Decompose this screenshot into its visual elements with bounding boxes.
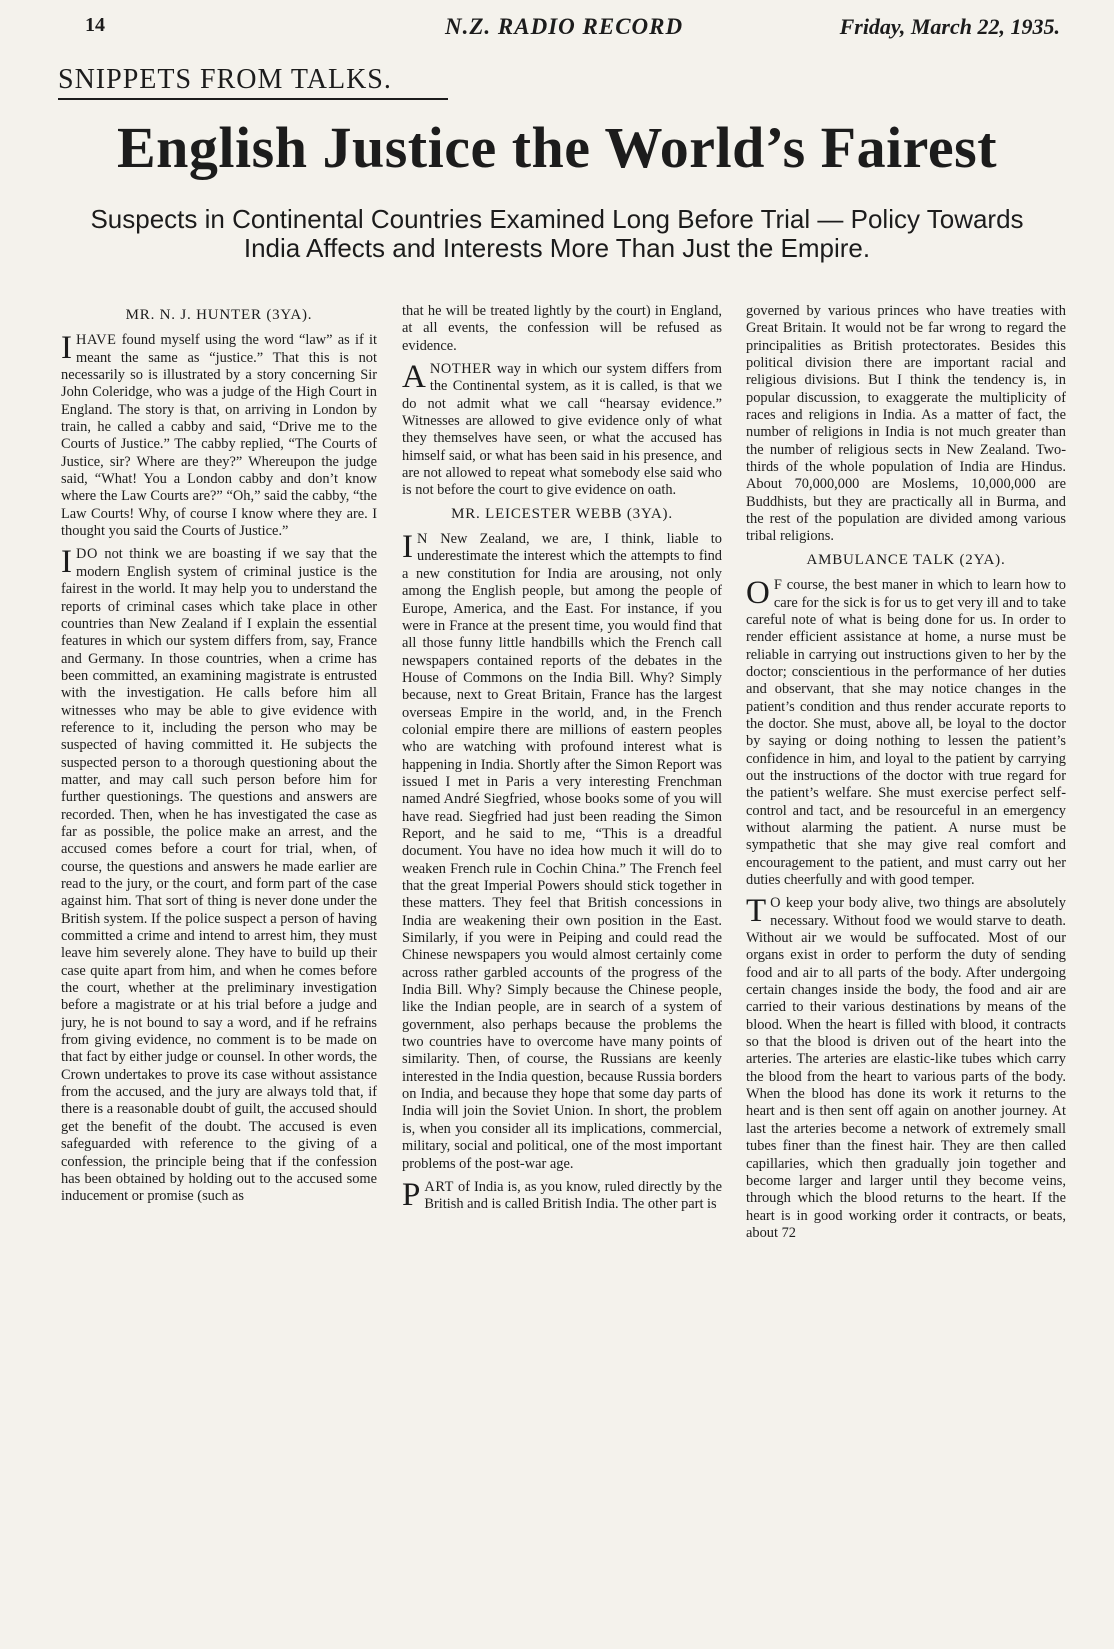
lead-word: HAVE (76, 332, 117, 349)
paragraph-text: of India is, as you know, ruled directly by the British and is called British India. The other part is (424, 1178, 722, 1213)
issue-date: Friday, March 22, 1935. (839, 14, 1060, 39)
lead-word: O (770, 895, 782, 912)
paragraph-text: New Zealand, we are, I think, liable to underestimate the interest which the attempts to find a new constitution for India are arousing, not only among the English people, but among the people of Europe, America, and the East. For instance, if you were in France at the present time, you would find that all those funny little handbills which the French call newspapers contained reports of the debates in the House of Commons on the India Bill. Why? Simply because, next to Great Britain, France has the largest overseas Empire in the world, and, in the French colonial empire there are millions of eastern peoples who are watching with profound interest what is happening in India. Shortly after the Simon Report was issued I met in Paris a very interesting Frenchman named André Siegfried, whose books some of you will have read. Siegfried had just been reading the Simon Report, and he said to me, “This is a dreadful document. You have no idea how much it will do to weaken French rule in Cochin China.” The French feel that the great Imperial Powers should stick together in these matters. They feel that British concessions in India are weakening their own position in the East. Similarly, if you were in Peiping and could read the Chinese newspapers you would almost certainly come across rather garbled accounts of the progress of the India Bill. Why? Simply because the Chinese people, like the Indian people, are in search of a system of government, also perhaps because the problems the two countries have to overcome have many points of similarity. Then, of course, the Russians are keenly interested in the India question, because Russia borders on India, and because they hope that some day parts of India will join the Soviet Union. In short, the problem is, when you consider all its implications, commercial, military, social and political, one of the most important problems of the post-war age. (402, 531, 722, 1172)
subheadline: Suspects in Continental Countries Examined Long Before Trial — Policy Towards India Affects and Interests More Than Just the Empire. (90, 204, 1024, 263)
drop-cap: P (402, 1176, 421, 1213)
paragraph-text: course, the best maner in which to learn how to care for the sick is for us to get very ill and to take careful note of what is being done for us. In order to render efficient assistance at home, a nurse must be reliable in carrying out instructions given to her by the doctor; conscientious in the performance of her duties and observant, that she may notice changes in the patient’s condition and thus render accurate reports to the doctor. She must, above all, be loyal to the doctor by saying or doing nothing to lessen the patient’s confidence in him, and loyal to the patient by carrying out the instructions of the doctor with true regard for the patient’s welfare. She must exercise perfect self-control and tact, and be resourceful in an emergency without alarming the patient. A nurse must be sympathetic that she may give real comfort and encouragement to the patient, and must carry out her duties cheerfully and with good temper. (746, 577, 1066, 888)
headline: English Justice the World’s Fairest (116, 115, 998, 180)
paragraph-text: way in which our system differs from the Continental system, as it is called, is that we do not admit what we call “hearsay evidence.” Witnesses are allowed to give evidence only of what they themselves have seen, or what the accused has himself said, or what has been said in his presence, and are not allowed to repeat what somebody else said who is not before the court to give evidence on oath. (402, 361, 722, 499)
paragraph-continued: governed by various princes who have treaties with Great Britain. It would not be far wrong to regard the principalities as British protectorates. Besides this political division there are important racial and religious divisions. But I think the tendency is, in popular discussion, to exaggerate the multiplicity of races and religions in India. As a matter of fact, the number of religions in India is not much greater than the number of religious sects in New Zealand. Two-thirds of the whole population of India are Hindus. About 70,000,000 are Moslems, 10,000,000 are Buddhists, but they are practically all in Burma, and the rest of the population are divided among various tribal religions. (746, 303, 1066, 545)
column-1 (61, 303, 377, 1633)
page-number: 14 (85, 14, 105, 36)
section-kicker: SNIPPETS FROM TALKS. (58, 64, 392, 95)
paragraph (61, 546, 377, 1205)
byline-ambulance: AMBULANCE TALK (2YA). (806, 551, 1006, 568)
paragraph (402, 1176, 722, 1214)
lead-word: F (773, 577, 783, 594)
column-3 (746, 303, 1066, 1633)
column-2 (402, 303, 722, 1633)
paragraph-text: keep your body alive, two things are absolutely necessary. Without food we would starve to death. Without air we would be suffocated. Most of our organs exist in order to perform the duty of sending food and air to all parts of the body. After undergoing certain changes inside the body, the food and air are carried to their various destinations by means of the blood. When the heart is filled with blood, it contracts so that the blood is driven out of the heart into the arteries. The arteries are elastic-like tubes which carry the blood from the heart to various parts of the body. When the blood has done its work it returns to the heart and is then sent off again on another journey. At last the arteries become a network of extremely small tubes finer than the finest hair. They are then called capillaries, which then gradually join together and become larger and larger until they become veins, through which the blood returns to the heart. If the heart is in good working order it contracts, or beats, about 72 (746, 895, 1066, 1241)
paragraph (746, 577, 1066, 889)
paragraph (61, 332, 377, 540)
paragraph (402, 361, 722, 500)
paragraph-text: not think we are boasting if we say that the modern English system of criminal justice is the fairest in the world. It may help you to understand the reports of criminal cases which take place in other countries than New Zealand if I explain the essential features in which our system differs from, say, France and Germany. In those countries, when a crime has been committed, an examining magistrate is entrusted with the investigation. He calls before him all witnesses who may be able to give evidence with reference to it, including the person who may be suspected of having committed it. He subjects the suspected person to a thorough questioning about the matter, and may call such person before him for further questionings. The questions and answers are recorded. Then, when he has investigated the case as far as possible, the police make an arrest, and the accused comes before a court for trial, when, of course, the questions and answers he made earlier are read to the jury, or the court, and form part of the case against him. That sort of thing is never done under the British system. If the police suspect a person of having committed a crime and intend to arrest him, they must leave him severely alone. They have to build up their case quite apart from him, and when he comes before the court, whether at the preliminary investigation before a magistrate or at his trial before a judge and jury, he is not bound to say a word, and if he refrains from giving evidence, no comment is to be made on that fact by either judge or counsel. In other words, the Crown undertakes to prove its case without assistance from the accused, and the jury are always told that, if there is a reasonable doubt of guilt, the accused should get the benefit of the doubt. The accused is even safeguarded with reference to the giving of a confession, the principle being that if the confession has been obtained by holding out to the accused some inducement or promise (such as (61, 546, 377, 1205)
lead-word: DO (76, 546, 98, 563)
lead-word: ART (424, 1178, 455, 1195)
publication-name: N.Z. RADIO RECORD (445, 14, 684, 39)
drop-cap: T (746, 893, 767, 930)
drop-cap: I (402, 529, 413, 566)
drop-cap: O (746, 575, 770, 612)
paragraph (402, 531, 722, 1173)
page-header (85, 14, 1060, 46)
lead-word: N (417, 531, 428, 548)
kicker-underline (58, 98, 448, 100)
paragraph-text: found myself using the word “law” as if it meant the same as “justice.” That this is not necessarily so is illustrated by a story concerning Sir John Coleridge, who was a judge of the High Court in England. The story is that, on arriving in London by train, he called a cabby and said, “Drive me to the Courts of Justice.” The cabby replied, “The Courts of Justice, sir? Where are they?” Whereupon the judge said, “What! You a London cabby and don’t know where the Law Courts are?” “Oh,” said the cabby, “the Law Courts! Why, of course I know where they are. I thought you said the Courts of Justice.” (61, 332, 377, 540)
drop-cap: A (402, 359, 426, 396)
drop-cap: I (61, 330, 72, 367)
byline-webb: MR. LEICESTER WEBB (3YA). (451, 505, 673, 522)
drop-cap: I (61, 544, 72, 581)
lead-word: NOTHER (429, 361, 492, 378)
byline-hunter: MR. N. J. HUNTER (3YA). (125, 307, 313, 323)
paragraph (746, 895, 1066, 1242)
paragraph-continued: that he will be treated lightly by the court) in England, at all events, the confession will be refused as evidence. (402, 303, 722, 354)
